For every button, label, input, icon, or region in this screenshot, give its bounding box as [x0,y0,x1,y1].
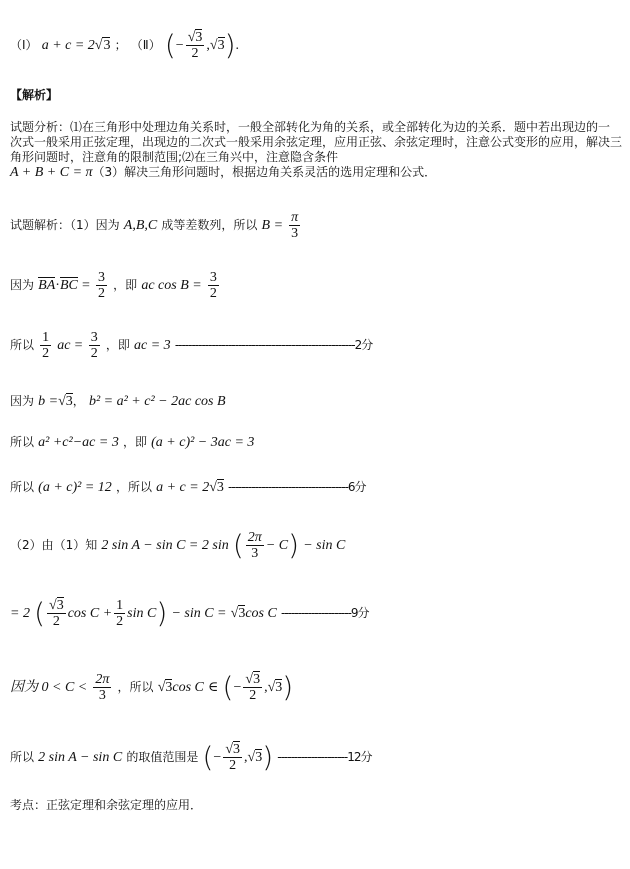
sol-line2: 因为 BA·BC = $\frac{3}{2}$ ，即 ac cos B = $\frac{3}{2}$ [10,270,217,301]
sol-l1-B: B = [261,218,284,233]
kaodian: 考点：正弦定理和余弦定理的应用． [10,798,203,812]
sol-so: 所以 [10,338,35,352]
answer-line [10,30,239,61]
score-2: ------------------------------------------------------2分 [174,338,373,352]
sol-accosB: ac cos B = [141,278,202,293]
sol-eq2: = 2 [10,606,30,621]
score-12: ---------------------12分 [277,750,372,764]
sol-line4: 因为 b =√3， b² = a² + c² − 2ac cos B [10,394,226,409]
sqrt3-over-2: $\frac{√3}{2}$ [49,598,64,629]
answer-interval: (− $\frac{√3}{2}$ ,√3). [164,28,239,62]
analysis-label: 试题分析： [10,120,71,134]
sol-sinA-sinC: 2 sin A − sin C = 2 sin [101,538,229,553]
sol-apc2: (a + c)² − 3ac = 3 [151,435,255,450]
analysis-cond: A + B + C = π [10,165,93,180]
sol-line5: 所以 a² +c²−ac = 3 ，即 (a + c)² − 3ac = 3 [10,435,255,450]
sol-a2c2: a² +c²−ac = 3 [38,435,119,450]
sol-line6: 所以 (a + c)² = 12 ，所以 a + c = 2√3 ------------------------------------6分 [10,480,366,495]
sol-because: 因为 [10,278,35,292]
sol-final-expr: 2 sin A − sin C [38,750,123,765]
sol-l1-mid: 成等差数列，所以 [161,218,258,232]
analysis-text1: ⑴在三角形中处理边角关系时，一般全部转化为角的关系，或全部转化为边的关系．题中若出现边的一次式一般采用正弦定理，出现边的二次式一般采用余弦定理，应用正弦、余弦定理时，注意公式变形的应用，解决三角形问题时，注意角的限制范围;⑵在三角兴中，注意隐含条件 [10,120,623,164]
sol-line8: = 2 ( $\frac{√3}{2}$ cos C + $\frac{1}{2}$ sin C) − sin C = √3cos C ---------------------9分 [10,596,369,630]
sol-line1 [10,210,302,241]
two-pi-over-3: $\frac{2\pi}{3}$ [247,530,262,561]
sol-ac: ac [57,338,71,353]
pi-over-3: $\frac{\pi}{3}$ [291,210,299,241]
analysis-text2: （3）解决三角形问题时，根据边角关系灵活的选用定理和公式． [92,165,437,179]
answer-part2-label: （Ⅱ） [130,38,161,52]
answer-sqrt: √3 [94,38,111,53]
score-6: ------------------------------------6分 [228,480,366,494]
sol-abc: A,B,C [123,218,158,233]
three-halves-3: $\frac{3}{2}$ [90,330,98,361]
two-pi-over-3-b: $\frac{2\pi}{3}$ [95,672,110,703]
half-2: $\frac{1}{2}$ [116,598,124,629]
vector-bc: BC [59,278,78,293]
sol-line10: 所以 2 sin A − sin C 的取值范围是 (− $\frac{√3}{2}$ ,√3) ---------------------12分 [10,740,372,774]
analysis-paragraph [10,120,622,180]
vector-ba: BA [38,278,56,293]
sol-ji: ，即 [113,278,138,292]
sol-line7: （2）由（1）知 2 sin A − sin C = 2 sin ( $\frac{2\pi}{3}$ − C) − sin C [10,528,346,562]
answer-sep: ； [114,38,127,52]
sol-label: 试题解析：（1）因为 [10,218,120,232]
answer-part1-expr: a + c = 2 [41,38,95,53]
sol-ac-eq3: ac = 3 [134,338,171,353]
three-halves-2: $\frac{3}{2}$ [209,270,217,301]
sol-line9: 因为 0 < C < $\frac{2\pi}{3}$ ，所以 √3cos C ∈ (− $\frac{√3}{2}$ ,√3) [10,670,294,704]
sol-line3: 所以 $\frac{1}{2}$ ac = $\frac{3}{2}$ ，即 ac = 3 ------------------------------------------------------2分 [10,330,373,361]
three-halves-1: $\frac{3}{2}$ [98,270,106,301]
sol-apc: a + c = 2 [156,480,210,495]
sol-b-sq: b² = a² + c² − 2ac cos B [88,394,226,409]
section-header: 【解析】 [10,88,59,102]
sol-b-eq: b = [38,394,59,409]
answer-part1-label: （Ⅰ） [10,38,38,52]
score-9: ---------------------9分 [280,606,369,620]
sol-part2: （2）由（1）知 [10,538,98,552]
sol-apc2-12: (a + c)² = 12 [38,480,112,495]
half: $\frac{1}{2}$ [42,330,50,361]
sol-range: 因为 0 < C < [10,680,88,695]
